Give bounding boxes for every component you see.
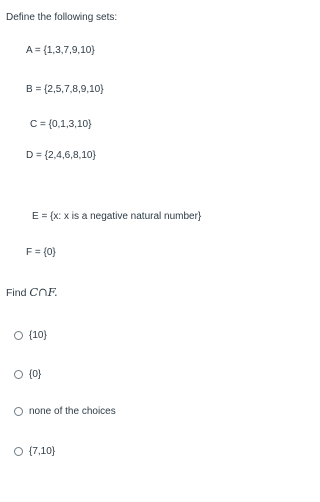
set-b-definition: B = {2,5,7,8,9,10}: [26, 84, 104, 95]
radio-button[interactable]: [14, 447, 23, 456]
radio-button[interactable]: [14, 331, 23, 340]
radio-button[interactable]: [14, 407, 23, 416]
option-label: {0}: [29, 369, 42, 380]
find-instruction: [6, 285, 58, 299]
set-a-definition: A = {1,3,7,9,10}: [26, 45, 95, 56]
option-label: {7,10}: [29, 446, 56, 457]
radio-button[interactable]: [14, 370, 23, 379]
question-prompt: Define the following sets:: [6, 12, 118, 23]
find-label: Find: [6, 287, 27, 299]
set-e-definition: E = {x: x is a negative natural number}: [32, 211, 202, 222]
set-c-definition: C = {0,1,3,10}: [30, 119, 92, 130]
find-expression: C∩F.: [29, 285, 58, 299]
option-label: none of the choices: [29, 406, 116, 417]
option-label: {10}: [29, 330, 47, 341]
set-d-definition: D = {2,4,6,8,10}: [26, 150, 96, 161]
set-f-definition: F = {0}: [26, 247, 56, 258]
answer-option-3[interactable]: [14, 406, 116, 417]
answer-option-2[interactable]: [14, 369, 41, 380]
answer-option-1[interactable]: [14, 330, 47, 341]
answer-option-4[interactable]: [14, 446, 55, 457]
